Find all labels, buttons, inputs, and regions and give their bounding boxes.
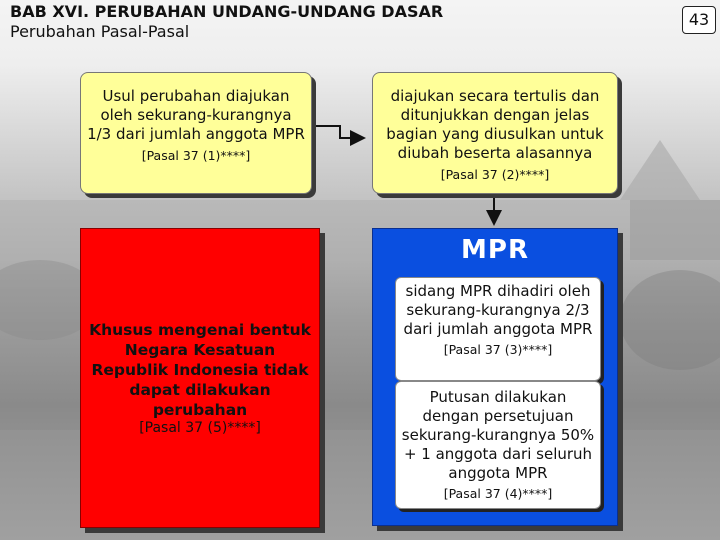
usul-perubahan-box (80, 72, 312, 194)
diajukan-tertulis-text: diajukan secara tertulis dan ditunjukkan dengan jelas bagian yang diusulkan untuk diubah beserta alasannya (386, 87, 604, 162)
page-number: 43 (682, 6, 716, 34)
khusus-nkri-panel (80, 228, 320, 528)
putusan-mpr-box (395, 381, 601, 509)
khusus-nkri-text: Khusus mengenai bentuk Negara Kesatuan Republik Indonesia tidak dapat dilakukan perubahan (89, 321, 311, 419)
mpr-heading: MPR (461, 235, 529, 265)
khusus-nkri-ref: [Pasal 37 (5)****] (139, 420, 261, 436)
putusan-mpr-ref: [Pasal 37 (4)****] (443, 486, 553, 501)
diajukan-tertulis-ref: [Pasal 37 (2)****] (440, 167, 550, 182)
diajukan-tertulis-box (372, 72, 618, 194)
usul-perubahan-text: Usul perubahan diajukan oleh sekurang-kurangnya 1/3 dari jumlah anggota MPR (87, 87, 305, 143)
putusan-mpr-text: Putusan dilakukan dengan persetujuan sekurang-kurangnya 50% + 1 anggota dari seluruh anggota MPR (401, 388, 595, 482)
usul-perubahan-ref: [Pasal 37 (1)****] (141, 148, 251, 163)
page-title: BAB XVI. PERUBAHAN UNDANG-UNDANG DASAR (10, 2, 444, 21)
page-subtitle: Perubahan Pasal-Pasal (10, 22, 190, 41)
arrow-usul-to-diajukan (310, 126, 362, 138)
mpr-panel (372, 228, 618, 526)
sidang-mpr-text: sidang MPR dihadiri oleh sekurang-kurangnya 2/3 dari jumlah anggota MPR (403, 282, 593, 338)
sidang-mpr-ref: [Pasal 37 (3)****] (443, 342, 553, 357)
sidang-mpr-box (395, 277, 601, 381)
